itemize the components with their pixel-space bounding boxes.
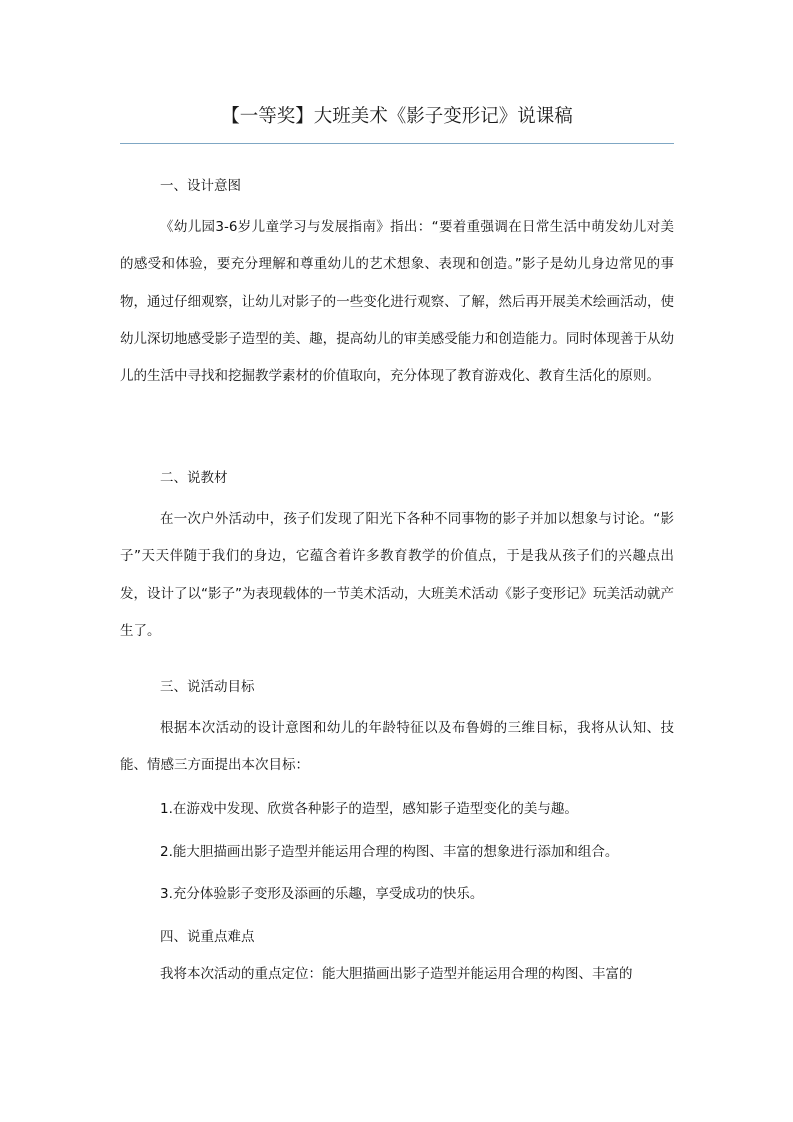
title-divider xyxy=(120,143,674,144)
section-heading-key-difficulties: 四、说重点难点 xyxy=(160,929,255,945)
section-paragraph-activity-goals: 根据本次活动的设计意图和幼儿的年龄特征以及布鲁姆的三维目标，我将从认知、技能、情感三方面提出本次目标： xyxy=(120,720,674,774)
section-heading-design-intent: 一、设计意图 xyxy=(160,178,241,194)
section-paragraph-teaching-material: 在一次户外活动中，孩子们发现了阳光下各种不同事物的影子并加以想象与讨论。“影子”天天伴随于我们的身边，它蕴含着许多教育教学的价值点，于是我从孩子们的兴趣点出发，设计了以“影子”为表现载体的一节美术活动，大班美术活动《影子变形记》玩美活动就产生了。 xyxy=(120,511,674,639)
section-paragraph-key-difficulties: 我将本次活动的重点定位：能大胆描画出影子造型并能运用合理的构图、丰富的 xyxy=(160,966,633,982)
goal-item-2: 2.能大胆描画出影子造型并能运用合理的构图、丰富的想象进行添加和组合。 xyxy=(160,844,619,860)
section-heading-teaching-material: 二、说教材 xyxy=(160,470,228,486)
goal-item-3: 3.充分体验影子变形及添画的乐趣，享受成功的快乐。 xyxy=(160,886,484,902)
section-paragraph-design-intent: 《幼儿园3-6岁儿童学习与发展指南》指出：“要着重强调在日常生活中萌发幼儿对美的感受和体验，要充分理解和尊重幼儿的艺术想象、表现和创造。”影子是幼儿身边常见的事物，通过仔细观察，让幼儿对影子的一些变化进行观察、了解，然后再开展美术绘画活动，使幼儿深切地感受影子造型的美、趣，提高幼儿的审美感受能力和创造能力。同时体现善于从幼儿的生活中寻找和挖掘教学素材的价值取向，充分体现了教育游戏化、教育生活化的原则。 xyxy=(120,219,674,385)
goal-item-1: 1.在游戏中发现、欣赏各种影子的造型，感知影子造型变化的美与趣。 xyxy=(160,801,578,817)
section-heading-activity-goals: 三、说活动目标 xyxy=(160,679,255,695)
document-title: 【一等奖】大班美术《影子变形记》说课稿 xyxy=(221,106,573,127)
